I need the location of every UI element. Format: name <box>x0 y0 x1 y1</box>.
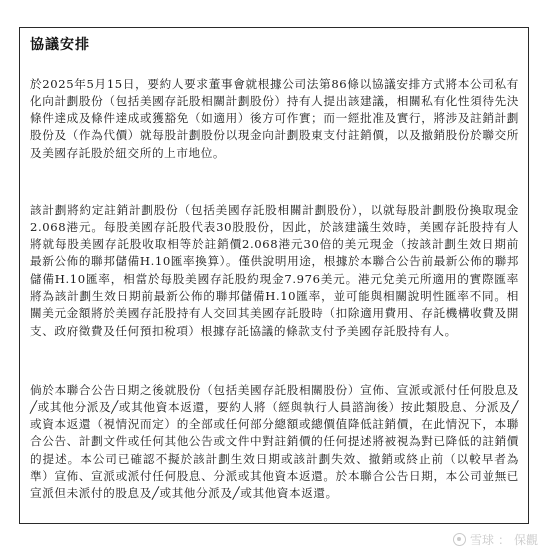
paragraph-dividend-adjustment: 倘於本聯合公告日期之後就股份（包括美國存託股相關股份）宣佈、宣派或派付任何股息及╱或其他分派及╱或其他資本返還，要約人將（經與執行人員諮詢後）按此類股息、分派及╱或資本返還（視情況而定）的全部或任何部分總額或總價值降低註銷價，在此情況下，本聯合公告、計劃文件或任何其他公告或文件中對註銷價的任何提述將被視為對已降低的註銷價的提述。本公司已確認不擬於該計劃生效日期或該計劃失效、撤銷或終止前（以較早者為準）宣佈、宣派或派付任何股息、分派或其他資本返還。於本聯合公告日期，本公司並無已宣派但未派付的股息及╱或其他分派及╱或其他資本返還。 <box>30 382 519 501</box>
watermark <box>453 531 538 548</box>
section-heading: 協議安排 <box>30 37 90 53</box>
snowball-logo-icon <box>453 533 466 546</box>
paragraph-cancellation-price: 該計劃將約定註銷計劃股份（包括美國存託股相關計劃股份），以就每股計劃股份換取現金2.068港元。每股美國存託股代表30股股份，因此，於該建議生效時，美國存託股持有人將就每股美國存託股收取相等於註銷價2.068港元30倍的美元現金（按該計劃生效日期前最新公佈的聯邦儲備H.10匯率換算）。僅供說明用途，根據於本聯合公告前最新公佈的聯邦儲備H.10匯率，相當於每股美國存託股約現金7.976美元。港元兌美元所適用的實際匯率將為該計劃生效日期前最新公佈的聯邦儲備H.10匯率，並可能與相關說明性匯率不同。相關美元金額將於美國存託股持有人交回其美國存託股時（扣除適用費用、存託機構收費及開支、政府徵費及任何預扣稅項）根據存託協議的條款支付予美國存託股持有人。 <box>30 202 519 338</box>
watermark-author: 保觀 <box>513 533 538 547</box>
paragraph-proposal: 於2025年5月15日，要約人要求董事會就根據公司法第86條以協議安排方式將本公司私有化向計劃股份（包括美國存託股相關計劃股份）持有人提出該建議，相關私有化性須待先決條件達成及條件達成或獲豁免（如適用）後方可作實；而一經批准及實行，將涉及註銷計劃股份及（作為代價）就每股計劃股份以現金向計劃股東支付註銷價，以及撤銷股份於聯交所及美國存託股於紐交所的上市地位。 <box>30 76 519 160</box>
watermark-brand: 雪球 <box>469 533 494 547</box>
watermark-separator: ： <box>497 533 510 547</box>
